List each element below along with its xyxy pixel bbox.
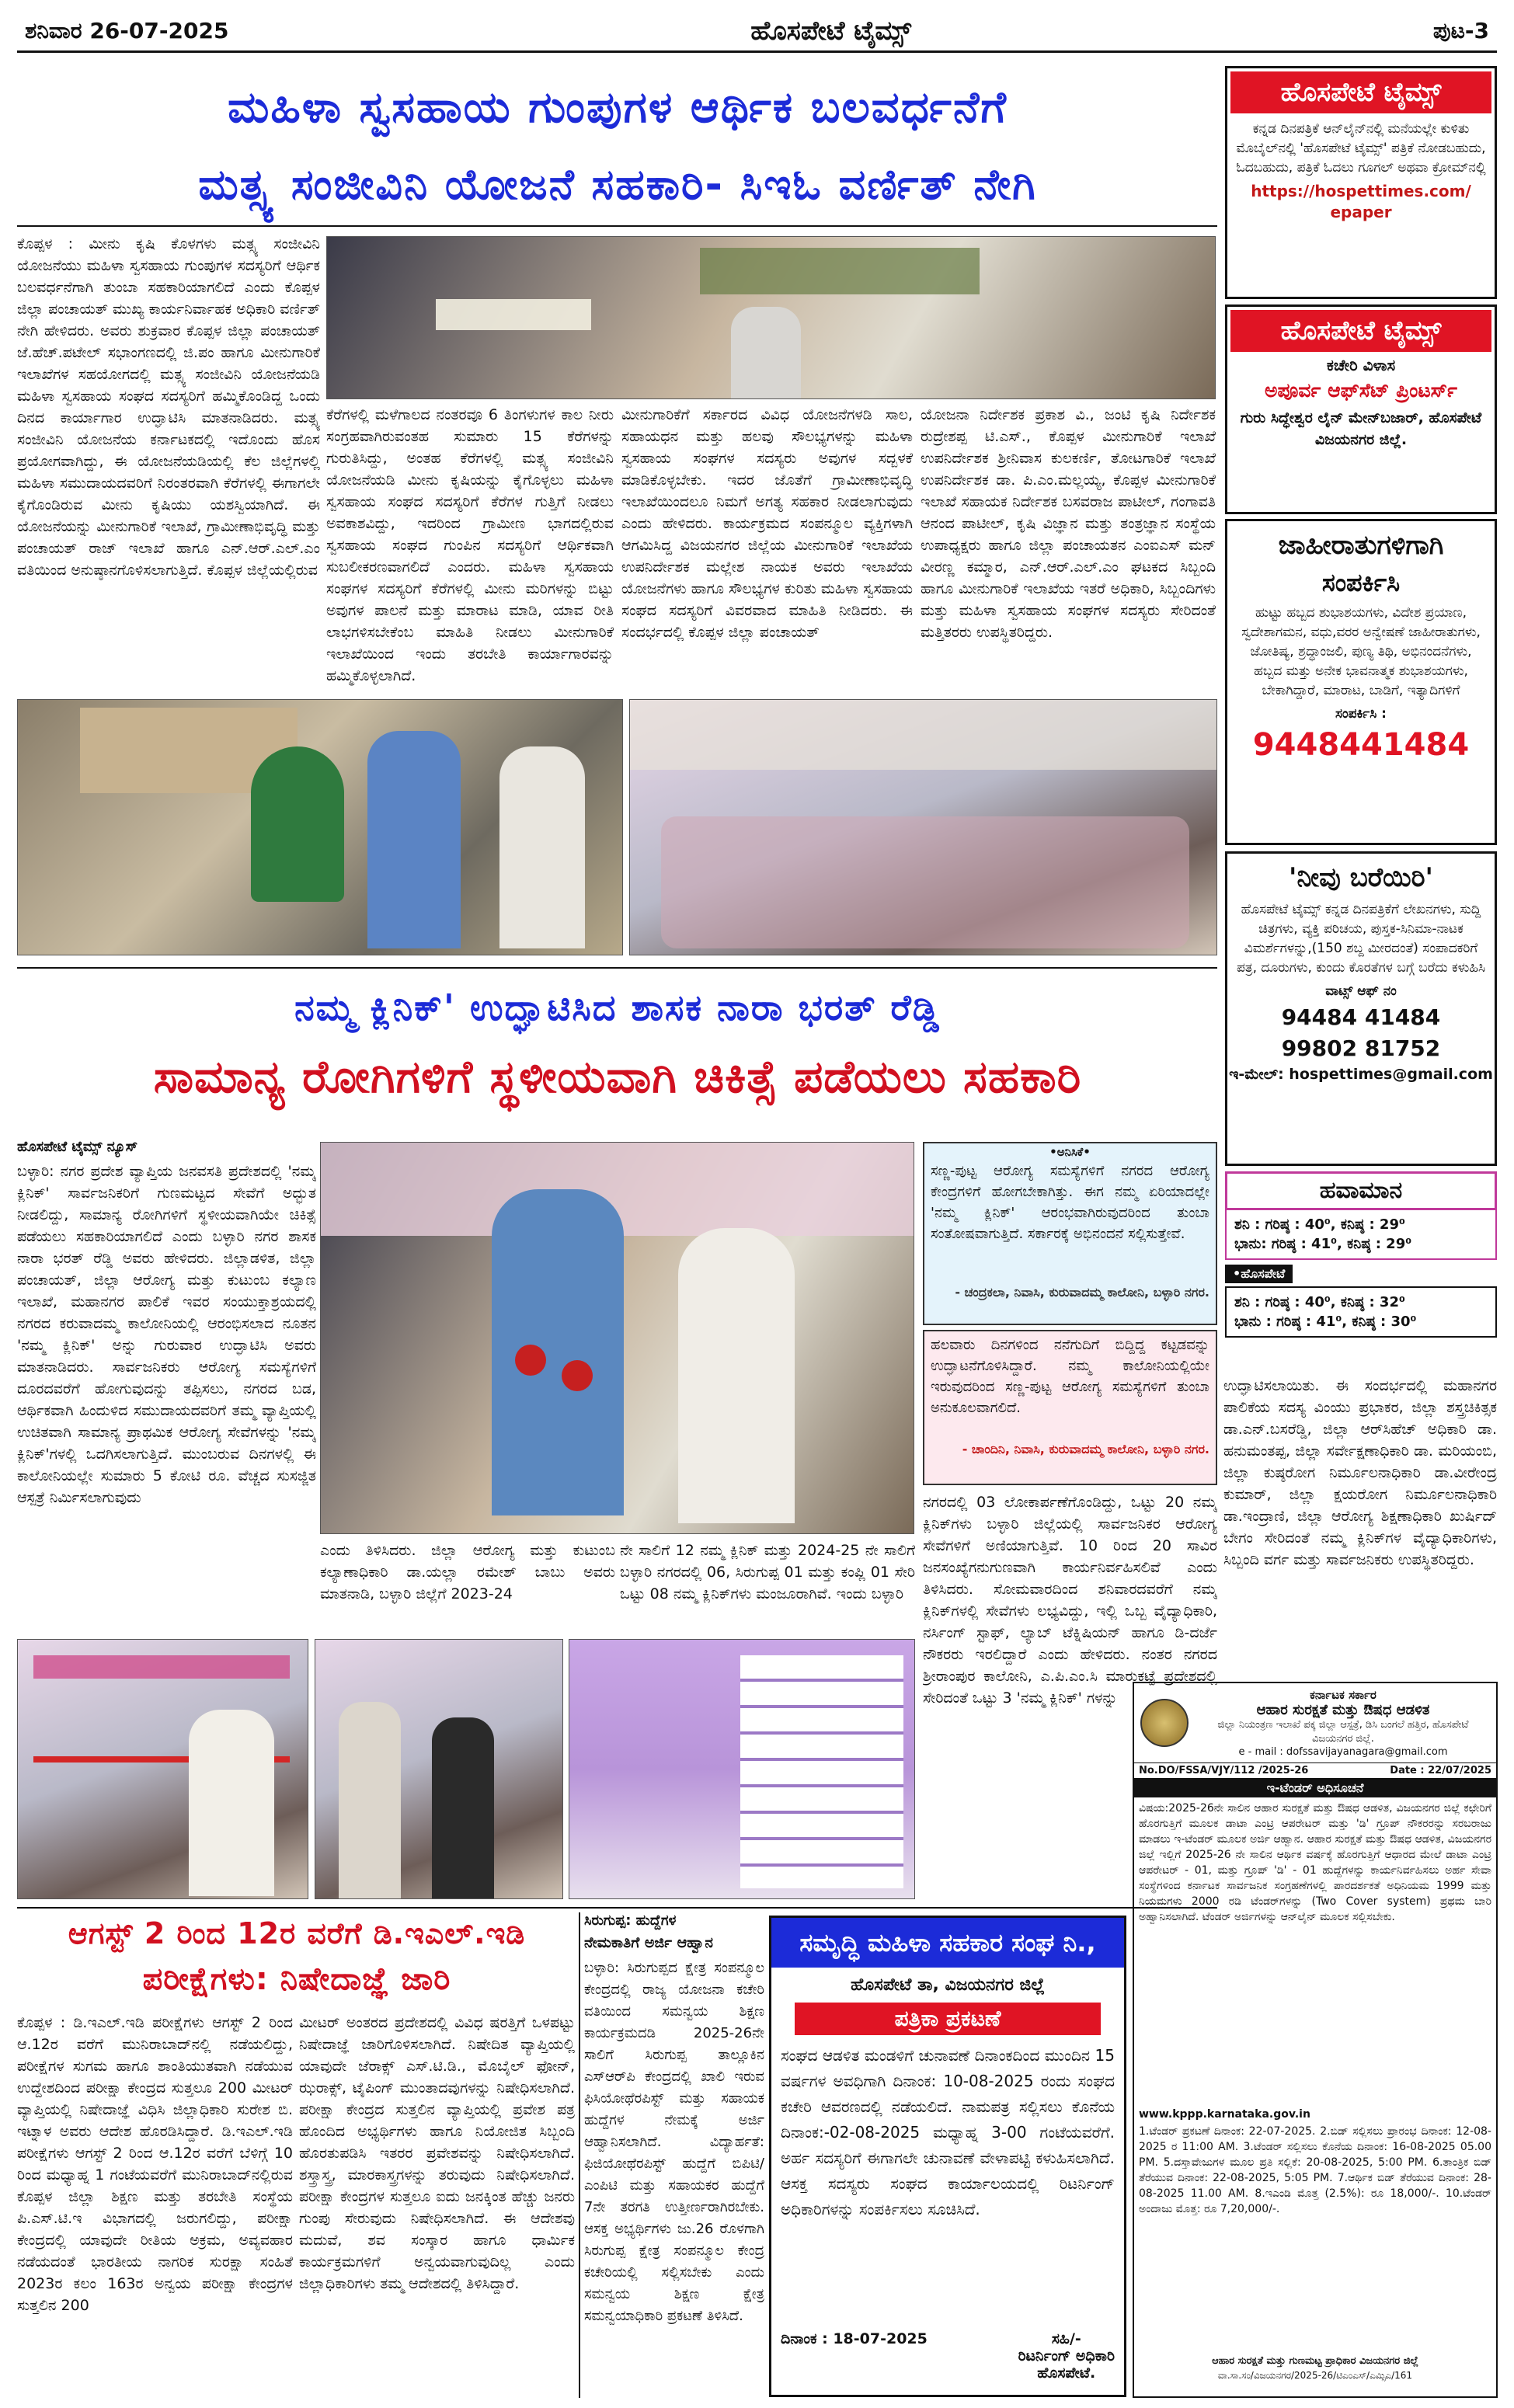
sidebar-ads-title-2: ಸಂಪರ್ಕಿಸಿ — [1321, 568, 1401, 597]
story2-column5: ಉದ್ಘಾಟಿಸಲಾಯಿತು. ಈ ಸಂದರ್ಭದಲ್ಲಿ ಮಹಾನಗರ ಪಾಲಿಕೆಯ ಸದಸ್ಯ ವಿಂಯು ಪ್ರಭಾಕರ, ಜಿಲ್ಲಾ ಶಸ್ತ್ರಚಿಕಿತ್ಸಕ ಡಾ.ಎನ್.ಬಸರೆಡ್ಡಿ, ಜಿಲ್ಲಾ ಆರ್‌ಸಿಹೆಚ್ ಅಧಿಕಾರಿ ಡಾ. ಹನುಮಂತಪ್ಪ, ಜಿಲ್ಲಾ ಸರ್ವೇಕ್ಷಣಾಧಿಕಾರಿ ಡಾ. ಮರಿಯಂಬಿ, ಜಿಲ್ಲಾ ಕುಷ್ಠರೋಗ ನಿರ್ಮೂಲನಾಧಿಕಾರಿ ಡಾ.ವೀರೇಂದ್ರ ಕುಮಾರ್, ಜಿಲ್ಲಾ ಕ್ಷಯರೋಗ ನಿರ್ಮೂಲನಾಧಿಕಾರಿ ಡಾ.ಇಂದ್ರಾಣಿ, ಜಿಲ್ಲಾ ಆರೋಗ್ಯ ಶಿಕ್ಷಣಾಧಿಕಾರಿ ಖುರ್ಷಿದ್ ಬೇಗಂ ಸೇರಿದಂತೆ ನಮ್ಮ ಕ್ಲಿನಿಕ್‌ಗಳ ವೈದ್ಯಾಧಿಕಾರಿಗಳು, ಸಿಬ್ಬಂದಿ ವರ್ಗ ಮತ್ತು ಸಾರ್ವಜನಿಕರು ಉಪಸ್ಥಿತರಿದ್ದರು. — [1223, 1377, 1497, 1568]
story1-headline1: ಮಹಿಳಾ ಸ್ವಸಹಾಯ ಗುಂಪುಗಳ ಆರ್ಥಿಕ ಬಲವರ್ಧನೆಗೆ — [228, 82, 1008, 133]
divider — [17, 225, 1217, 227]
sidebar-email-label: ಇ-ಮೇಲ್: — [1229, 1066, 1284, 1083]
divider — [17, 1907, 1217, 1909]
sidebar-online-text: ಕನ್ನಡ ದಿನಪತ್ರಿಕೆ ಆನ್‌ಲೈನ್‌ನಲ್ಲಿ ಮನೆಯಲ್ಲೇ ಕುಳಿತು ಮೊಬೈಲ್‌ನಲ್ಲಿ 'ಹೊಸಪೇಟೆ ಟೈಮ್ಸ್' ಪತ್ರಿಕೆ ನೋಡಬಹುದು, ಓದಬಹುದು, ಪತ್ರಿಕೆ ಓದಲು ಗೂಗಲ್ ಅಥವಾ ಕ್ರೋಮ್‌ನಲ್ಲಿ — [1236, 121, 1486, 176]
sidebar-phone-1[interactable]: 94484 41484 — [1281, 1004, 1441, 1030]
tender-bar: ಇ-ಟೆಂಡರ್ ಅಧಿಸೂಚನೆ — [1134, 1779, 1496, 1797]
tender-body: ವಿಷಯ:2025-26ನೇ ಸಾಲಿನ ಆಹಾರ ಸುರಕ್ಷತೆ ಮತ್ತು ಔಷಧ ಆಡಳಿತ, ವಿಜಯನಗರ ಜಿಲ್ಲೆ ಕಛೇರಿಗೆ ಹೊರಗುತ್ತಿಗೆ ಮೂಲಕ ಡಾಟಾ ಎಂಟ್ರಿ ಆಪರೇಟರ್ ಮತ್ತು 'ಡಿ' ಗ್ರೂಪ್ ನೌಕರರನ್ನು ಸರಬರಾಜು ಮಾಡಲು ಇ-ಟೆಂಡರ್ ಮೂಲಕ ಅರ್ಜಿ ಆಹ್ವಾನ. ಆಹಾರ ಸುರಕ್ಷತೆ ಮತ್ತು ಔಷಧ ಆಡಳಿತ, ವಿಜಯನಗರ ಜಿಲ್ಲೆ ಇಲ್ಲಿಗೆ 2025-26 ನೇ ಸಾಲಿನ ಆರ್ಥಿಕ ವರ್ಷಕ್ಕೆ ಹೊರಗುತ್ತಿಗೆ ಆಧಾರದ ಮೇಲೆ ಡಾಟಾ ಎಂಟ್ರಿ ಆಪರೇಟರ್ - 01, ಮತ್ತು ಗ್ರೂಪ್ 'ಡಿ' - 01 ಹುದ್ದೆಗಳನ್ನು ಕಾರ್ಯನಿರ್ವಹಿಸಲು ಅರ್ಹ ಸೇವಾ ಸಂಸ್ಥೆಗಳಿಂದ ಕರ್ನಾಟಕ ಸಾರ್ವಜನಿಕ ಸಂಗ್ರಹಣೆಗಳಲ್ಲಿ ಪಾರದರ್ಶಕತೆ ಅಧಿನಿಯಮ 1999 ಮತ್ತು ನಿಯಮಗಳು 2000 ರಡಿ ಟೆಂಡರ್‌ಗಳನ್ನು (Two Cover system) ಪ್ರಥಮ ಬಾರಿ ಅಹ್ವಾನಿಸಲಾಗಿದೆ. ಟೆಂಡರ್ ಅರ್ಜಿಗಳನ್ನು ಆನ್‌ಲೈನ್ ಮೂಲಕ ಸಲ್ಲಿಸಬೇಕು. — [1139, 1802, 1491, 1923]
weather-row-3: ಶನಿ : ಗರಿಷ್ಠ : 40⁰, ಕನಿಷ್ಠ : 32⁰ — [1234, 1294, 1405, 1310]
story1-photo-plant — [17, 699, 623, 955]
masthead-page-number: ಪುಟ-3 — [1432, 17, 1489, 43]
sidebar-epaper[interactable]: epaper — [1330, 203, 1392, 221]
weather-hospet-label: •ಹೊಸಪೇಟೆ — [1225, 1265, 1293, 1283]
sidebar-url[interactable]: https://hospettimes.com/ — [1251, 182, 1471, 200]
tender-ref: No.DO/FSSA/VJY/112 /2025-26 — [1139, 1765, 1309, 1776]
story4-body: ಬಳ್ಳಾರಿ: ಸಿರುಗುಪ್ಪದ ಕ್ಷೇತ್ರ ಸಂಪನ್ಮೂಲ ಕೇಂದ್ರದಲ್ಲಿ ರಾಜ್ಯ ಯೋಜನಾ ಕಚೇರಿ ವತಿಯಿಂದ ಸಮನ್ವಯ ಶಿಕ್ಷಣ ಕಾರ್ಯಕ್ರಮದಡಿ 2025-26ನೇ ಸಾಲಿಗೆ ಸಿರುಗುಪ್ಪ ತಾಲ್ಲೂಕಿನ ಎಸ್‌ಆರ್‌ಪಿ ಕೇಂದ್ರದಲ್ಲಿ ಖಾಲಿ ಇರುವ ಫಿಸಿಯೋಥೆರಪಿಸ್ಟ್ ಮತ್ತು ಸಹಾಯಕ ಹುದ್ದೆಗಳ ನೇಮಕ್ಕೆ ಅರ್ಜಿ ಆಹ್ವಾನಿಸಲಾಗಿದೆ. ವಿದ್ಯಾರ್ಹತೆ: ಫಿಜಿಯೋಥೆರಪಿಸ್ಟ್ ಹುದ್ದೆಗೆ ಬಿಪಿಟಿ/ಎಂಪಿಟಿ ಮತ್ತು ಸಹಾಯಕರ ಹುದ್ದೆಗೆ 7ನೇ ತರಗತಿ ಉತ್ತೀರ್ಣರಾಗಿರಬೇಕು. ಆಸಕ್ತ ಅಭ್ಯರ್ಥಿಗಳು ಜು.26 ರೊಳಗಾಗಿ ಸಿರುಗುಪ್ಪ ಕ್ಷೇತ್ರ ಸಂಪನ್ಮೂಲ ಕೇಂದ್ರ ಕಚೇರಿಯಲ್ಲಿ ಸಲ್ಲಿಸಬೇಕು ಎಂದು ಸಮನ್ವಯ ಶಿಕ್ಷಣ ಕ್ಷೇತ್ರ ಸಮನ್ವಯಾಧಿಕಾರಿ ಪ್ರಕಟಣೆ ತಿಳಿಸಿದೆ. — [584, 1960, 764, 2324]
story2-photo-press — [320, 1142, 914, 1534]
story3-headline2: ಪರೀಕ್ಷೆಗಳು: ನಿಷೇದಾಜ್ಞೆ ಜಾರಿ — [142, 1961, 451, 1997]
opinion-text-2: ಹಲವಾರು ದಿನಗಳಿಂದ ನನೆಗುದಿಗೆ ಬಿದ್ದಿದ್ದ ಕಟ್ಟಡವನ್ನು ಉದ್ಘಾಟನೆಗೊಳಿಸಿದ್ದಾರೆ. ನಮ್ಮ ಕಾಲೋನಿಯಲ್ಲಿಯೇ ಇರುವುದರಿಂದ ಸಣ್ಣ-ಪುಟ್ಟ ಆರೋಗ್ಯ ಸಮಸ್ಯೆಗಳಿಗೆ ತುಂಬಾ ಅನುಕೂಲವಾಗಲಿದೆ. — [931, 1337, 1209, 1416]
divider — [579, 1912, 580, 2398]
notice-box — [769, 1916, 1126, 2397]
sidebar-writers-box — [1225, 851, 1497, 1166]
tender-email: e - mail : dofssavijayanagara@gmail.com — [1238, 1746, 1448, 1758]
sidebar-ads-title: ಜಾಹೀರಾತುಗಳಿಗಾಗಿ — [1278, 530, 1444, 561]
divider — [17, 967, 1217, 969]
story1-column1: ಕೊಪ್ಪಳ : ಮೀನು ಕೃಷಿ ಕೊಳಗಳು ಮತ್ಸ್ಯ ಸಂಜೀವಿನಿ ಯೋಜನೆಯು ಮಹಿಳಾ ಸ್ವಸಹಾಯ ಗುಂಪುಗಳ ಸದಸ್ಯರಿಗೆ ಆರ್ಥಿಕ ಬಲವರ್ಧನೆಗಾಗಿ ತುಂಬಾ ಸಹಕಾರಿಯಾಗಲಿದೆ ಎಂದು ಕೊಪ್ಪಳ ಜಿಲ್ಲಾ ಪಂಚಾಯತ್ ಮುಖ್ಯ ಕಾರ್ಯನಿರ್ವಾಹಕ ಅಧಿಕಾರಿ ವರ್ಣಿತ್ ನೇಗಿ ಹೇಳಿದರು. ಅವರು ಶುಕ್ರವಾರ ಕೊಪ್ಪಳ ಜಿಲ್ಲಾ ಪಂಚಾಯತ್ ಜೆ.ಹೆಚ್.ಪಟೇಲ್ ಸಭಾಂಗಣದಲ್ಲಿ ಜಿ.ಪಂ ಹಾಗೂ ಮೀನುಗಾರಿಕೆ ಇಲಾಖೆಗಳ ಸಹಯೋಗದಲ್ಲಿ ಮತ್ಸ್ಯ ಸಂಜೀವಿನಿ ಯೋಜನೆಯಡಿ ಮಹಿಳಾ ಸ್ವಸಹಾಯ ಸಂಘದ ಸದಸ್ಯರಿಗೆ ಹಮ್ಮಿಕೊಂಡಿದ್ದ ಒಂದು ದಿನದ ಕಾರ್ಯಾಗಾರ ಉದ್ಘಾಟಿಸಿ ಮಾತನಾಡಿದರು. ಮತ್ಸ್ಯ ಸಂಜೀವಿನಿ ಯೋಜನೆಯ ಕರ್ನಾಟಕದಲ್ಲಿ ಇದೊಂದು ಹೊಸ ಪ್ರಯೋಗವಾಗಿದ್ದು, ಈ ಯೋಜನೆಯಡಿಯಲ್ಲಿ ಕೆಲ ಜಿಲ್ಲೆಗಳಲ್ಲಿ ಮಹಿಳಾ ಸಮುದಾಯದವರಿಗೆ ನಿರಂತರವಾಗಿ ಕೆರೆಗಳಲ್ಲಿ ಈಗಾಗಲೇ ಕೈಗೊಂಡಿರುವ ಮೀನು ಕೃಷಿಯು ಯಶಸ್ವಿಯಾಗಿದೆ. ಈ ಯೋಜನೆಯನ್ನು ಮೀನುಗಾರಿಕೆ ಇಲಾಖೆ, ಗ್ರಾಮೀಣಾಭಿವೃದ್ಧಿ ಮತ್ತು ಪಂಚಾಯತ್ ರಾಜ್ ಇಲಾಖೆ ಹಾಗೂ ಎನ್.ಆರ್.ಎಲ್.ಎಂ ವತಿಯಿಂದ ಅನುಷ್ಠಾನಗೊಳಿಸಲಾಗುತ್ತಿದೆ. ಕೊಪ್ಪಳ ಜಿಲ್ಲೆಯಲ್ಲಿರುವ — [17, 235, 320, 579]
notice-body: ಸಂಘದ ಆಡಳಿತ ಮಂಡಳಿಗೆ ಚುನಾವಣೆ ದಿನಾಂಕದಿಂದ ಮುಂದಿನ 15 ವರ್ಷಗಳ ಅವಧಿಗಾಗಿ ದಿನಾಂಕ: 10-08-2025 ರಂದು ಸಂಘದ ಕಚೇರಿ ಆವರಣದಲ್ಲಿ ನಡೆಯಲಿದೆ. ನಾಮಪತ್ರ ಸಲ್ಲಿಸಲು ಕೊನೆಯ ದಿನಾಂಕ:-02-08-2025 ಮಧ್ಯಾಹ್ನ 3-00 ಗಂಟೆಯವರೆಗೆ. ಅರ್ಹ ಸದಸ್ಯರಿಗೆ ಈಗಾಗಲೇ ಚುನಾವಣೆ ವೇಳಾಪಟ್ಟಿ ಕಳುಹಿಸಲಾಗಿದೆ. ಆಸಕ್ತ ಸದಸ್ಯರು ಸಂಘದ ಕಾರ್ಯಾಲಯದಲ್ಲಿ ರಿಟರ್ನಿಂಗ್ ಅಧಿಕಾರಿಗಳನ್ನು ಸಂಪರ್ಕಿಸಲು ಸೂಚಿಸಿದೆ. — [781, 2046, 1115, 2218]
sidebar-ads-text: ಹುಟ್ಟು ಹಬ್ಬದ ಶುಭಾಶಯಗಳು, ವಿದೇಶ ಪ್ರಯಾಣ, ಸ್ವದೇಶಾಗಮನ, ವಧು,ವರರ ಅನ್ವೇಷಣೆ ಜಾಹೀರಾತುಗಳು, ಜೋತಿಷ್ಯ, ಶ್ರದ್ಧಾಂಜಲಿ, ಪುಣ್ಯ ತಿಥಿ, ಅಭಿನಂದನೆಗಳು, ಹಬ್ಬದ ಮತ್ತು ಅನೇಕ ಭಾವನಾತ್ಮಕ ಶುಭಾಶಯಗಳು, ಬೇಕಾಗಿದ್ದಾರೆ, ಮಾರಾಟ, ಬಾಡಿಗೆ, ಇತ್ಯಾದಿಗಳಿಗೆ — [1241, 605, 1481, 698]
sidebar-office-box — [1225, 304, 1497, 514]
tender-gov: ಕರ್ನಾಟಕ ಸರ್ಕಾರ — [1310, 1688, 1377, 1702]
weather-title: ಹವಾಮಾನ — [1225, 1171, 1497, 1210]
sidebar-brand: ಹೊಸಪೇಟೆ ಟೈಮ್ಸ್ — [1230, 71, 1491, 113]
sidebar-address: ಗುರು ಸಿದ್ಧೇಶ್ವರ ಲೈನ್ ಮೇನ್‌ಬಜಾರ್, ಹೊಸಪೇಟೆ ವಿಜಯನಗರ ಜಿಲ್ಲೆ. — [1240, 409, 1482, 448]
story2-photo-ribbon — [17, 1639, 308, 1899]
story3-column2: ಮೀಟರ್ ಅಂತರದ ಪ್ರದೇಶದಲ್ಲಿ ವಿವಿಧ ಷರತ್ತಿಗೆ ಒಳಪಟ್ಟು ನಿಷೇದಾಜ್ಞೆ ಜಾರಿಗೊಳಿಸಲಾಗಿದೆ. ನಿಷೇದಿತ ವ್ಯಾಪ್ತಿಯಲ್ಲಿ ಯಾವುದೇ ಜೆರಾಕ್ಸ್ ಎಸ್.ಟಿ.ಡಿ., ಮೊಬೈಲ್ ಫೋನ್, ಝರಾಕ್ಸ್, ಟೈಪಿಂಗ್ ಮುಂತಾದವುಗಳನ್ನು ನಿಷೇಧಿಸಲಾಗಿದೆ. ಪರೀಕ್ಷಾ ಕೇಂದ್ರದ ಸುತ್ತಲಿನ ವ್ಯಾಪ್ತಿಯಲ್ಲಿ ಪ್ರವೇಶ ಪತ್ರ ಹೊಂದಿದ ಅಭ್ಯರ್ಥಿಗಳು ಹಾಗೂ ನಿಯೋಜಿತ ಸಿಬ್ಬಂದಿ ಹೊರತುಪಡಿಸಿ ಇತರರ ಪ್ರವೇಶವನ್ನು ನಿಷೇಧಿಸಲಾಗಿದೆ. ಶಸ್ತ್ರಾಸ್ತ್ರ, ಮಾರಕಾಸ್ತ್ರಗಳನ್ನು ತರುವುದು ನಿಷೇಧಿಸಲಾಗಿದೆ. ಪರೀಕ್ಷಾ ಕೇಂದ್ರಗಳ ಸುತ್ತಲೂ ಐದು ಜನಕ್ಕಿಂತ ಹೆಚ್ಚು ಜನರು ಗುಂಪು ಸೇರುವುದು ನಿಷೇಧಿಸಲಾಗಿದೆ. ಈ ಆದೇಶವು ಮದುವೆ, ಶವ ಸಂಸ್ಕಾರ ಹಾಗೂ ಧಾರ್ಮಿಕ ಕಾರ್ಯಕ್ರಮಗಳಿಗೆ ಅನ್ವಯವಾಗುವುದಿಲ್ಲ ಎಂದು ಜಿಲ್ಲಾಧಿಕಾರಿಗಳು ತಮ್ಮ ಆದೇಶದಲ್ಲಿ ತಿಳಿಸಿದ್ದಾರೆ. — [299, 2014, 575, 2292]
story1-column2: ಕೆರೆಗಳಲ್ಲಿ ಮಳೆಗಾಲದ ನಂತರವೂ 6 ತಿಂಗಳುಗಳ ಕಾಲ ನೀರು ಸಂಗ್ರಹವಾಗಿರುವಂತಹ ಸುಮಾರು 15 ಕೆರೆಗಳನ್ನು ಗುರುತಿಸಿದ್ದು, ಅಂತಹ ಕೆರೆಗಳಲ್ಲಿ ಮತ್ಸ್ಯ ಸಂಜೀವಿನಿ ಯೋಜನೆಯಡಿ ಮೀನು ಕೃಷಿಯನ್ನು ಕೈಗೊಳ್ಳಲು ಮಹಿಳಾ ಸ್ವಸಹಾಯ ಸಂಘದ ಸದಸ್ಯರಿಗೆ ಕೆರೆಗಳ ಗುತ್ತಿಗೆ ನೀಡಲು ಅವಕಾಶವಿದ್ದು, ಇದರಿಂದ ಗ್ರಾಮೀಣ ಭಾಗದಲ್ಲಿರುವ ಸ್ವಸಹಾಯ ಸಂಘದ ಗುಂಪಿನ ಸದಸ್ಯರಿಗೆ ಆರ್ಥಿಕವಾಗಿ ಸುಬಲೀಕರಣವಾಗಲಿದೆ ಎಂದರು. ಮಹಿಳಾ ಸ್ವಸಹಾಯ ಸಂಘಗಳ ಸದಸ್ಯರಿಗೆ ಕೆರೆಗಳಲ್ಲಿ ಮೀನು ಮರಿಗಳನ್ನು ಬಿಟ್ಟು ಅವುಗಳ ಪಾಲನೆ ಮತ್ತು ಮಾರಾಟ ಮಾಡಿ, ಯಾವ ರೀತಿ ಲಾಭಗಳಿಸಬೇಕೆಂಬ ಮಾಹಿತಿ ನೀಡಲು ಮೀನುಗಾರಿಕೆ ಇಲಾಖೆಯಿಂದ ಇಂದು ತರಬೇತಿ ಕಾರ್ಯಾಗಾರವನ್ನು ಹಮ್ಮಿಕೊಳ್ಳಲಾಗಿದೆ. — [326, 406, 614, 684]
story2-headline: ಸಾಮಾನ್ಯ ರೋಗಿಗಳಿಗೆ ಸ್ಥಳೀಯವಾಗಿ ಚಿಕಿತ್ಸೆ ಪಡೆಯಲು ಸಹಕಾರಿ — [153, 1050, 1082, 1103]
weather-row-2: ಭಾನು: ಗರಿಷ್ಠ : 41⁰, ಕನಿಷ್ಠ : 29⁰ — [1234, 1236, 1412, 1252]
sidebar-ads-contact: ಸಂಪರ್ಕಿಸಿ : — [1335, 706, 1387, 722]
sidebar-printer: ಅಪೂರ್ವ ಆಫ್‌ಸೆಟ್ ಪ್ರಿಂಟರ್ಸ್ — [1264, 379, 1458, 402]
sidebar-weather — [1225, 1171, 1497, 1369]
opinion-author-1: - ಚಂದ್ರಕಲಾ, ನಿವಾಸಿ, ಕುರುವಾದಮ್ಮ ಕಾಲೋನಿ, ಬಳ್ಳಾರಿ ನಗರ. — [955, 1285, 1209, 1300]
notice-sign: ಸಹಿ/- — [1051, 2330, 1081, 2347]
story2-column2: ಎಂದು ತಿಳಿಸಿದರು. ಜಿಲ್ಲಾ ಆರೋಗ್ಯ ಮತ್ತು ಕುಟುಂಬ ಕಲ್ಯಾಣಾಧಿಕಾರಿ ಡಾ.ಯಲ್ಲಾ ರಮೇಶ್ ಬಾಬು ಅವರು ಮಾತನಾಡಿ, ಬಳ್ಳಾರಿ ಜಿಲ್ಲೆಗೆ 2023-24 — [320, 1542, 615, 1602]
sidebar-brand-2: ಹೊಸಪೇಟೆ ಟೈಮ್ಸ್ — [1230, 310, 1491, 352]
opinion-author-2: - ಚಾಂದಿನಿ, ನಿವಾಸಿ, ಕುರುವಾದಮ್ಮ ಕಾಲೋನಿ, ಬಳ್ಳಾರಿ ನಗರ. — [962, 1442, 1209, 1456]
story2-photo-pharmacy — [569, 1639, 915, 1899]
sidebar-writers-text: ಹೊಸಪೇಟೆ ಟೈಮ್ಸ್ ಕನ್ನಡ ದಿನಪತ್ರಿಕೆಗೆ ಲೇಖನಗಳು, ಸುದ್ದಿ ಚಿತ್ರಗಳು, ವ್ಯಕ್ತಿ ಪರಿಚಯ, ಪುಸ್ತಕ-ಸಿನಿಮಾ-ನಾಟಕ ವಿಮರ್ಶೆಗಳನ್ನು,(150 ಶಬ್ದ ಮೀರದಂತೆ) ಸಂಪಾದಕರಿಗೆ ಪತ್ರ, ದೂರುಗಳು, ಕುಂದು ಕೊರತೆಗಳ ಬಗ್ಗೆ ಬರೆದು ಕಳುಹಿಸಿ — [1236, 902, 1486, 976]
story1-photo-audience — [629, 699, 1217, 955]
story1-column4: ಯೋಜನಾ ನಿರ್ದೇಶಕ ಪ್ರಕಾಶ ವಿ., ಜಂಟಿ ಕೃಷಿ ನಿರ್ದೇಶಕ ರುದ್ರೇಶಪ್ಪ ಟಿ.ಎಸ್., ಕೊಪ್ಪಳ ಮೀನುಗಾರಿಕೆ ಇಲಾಖೆ ಉಪನಿರ್ದೇಶಕ ಶ್ರೀನಿವಾಸ ಕುಲಕರ್ಣಿ, ತೋಟಗಾರಿಕೆ ಇಲಾಖೆ ಉಪನಿರ್ದೇಶಕ ಡಾ. ಪಿ.ಎಂ.ಮಲ್ಲಯ್ಯ, ಕೊಪ್ಪಳ ಮೀನುಗಾರಿಕೆ ಇಲಾಖೆ ಸಹಾಯಕ ನಿರ್ದೇಶಕ ಬಸವರಾಜ ಪಾಟೀಲ್, ಗಂಗಾವತಿ ಆನಂದ ಪಾಟೀಲ್, ಕೃಷಿ ವಿಜ್ಞಾನ ಮತ್ತು ತಂತ್ರಜ್ಞಾನ ಸಂಸ್ಥೆಯ ಉಪಾಧ್ಯಕ್ಷರು ಹಾಗೂ ಜಿಲ್ಲಾ ಪಂಚಾಯತನ ಎಂಐಎಸ್ ಮನ್ ವೀರಣ್ಣ ಕಮ್ಮಾರ, ಎನ್.ಆರ್.ಎಲ್.ಎಂ ಘಟಕದ ಸಿಬ್ಬಂದಿ ಹಾಗೂ ಮೀನುಗಾರಿಕೆ ಇಲಾಖೆಯ ಇತರೆ ಅಧಿಕಾರಿ, ಸಿಬ್ಬಂದಿಗಳು ಮತ್ತು ಮಹಿಳಾ ಸ್ವಸಹಾಯ ಸಂಘಗಳ ಸದಸ್ಯರು ಸೇರಿದಂತೆ ಮತ್ತಿತರರು ಉಪಸ್ಥಿತರಿದ್ದರು. — [921, 406, 1216, 641]
story2-column4: ನಗರದಲ್ಲಿ 03 ಲೋಕಾರ್ಪಣೆಗೊಂಡಿದ್ದು, ಒಟ್ಟು 20 ನಮ್ಮ ಕ್ಲಿನಿಕ್‌ಗಳು ಬಳ್ಳಾರಿ ಜಿಲ್ಲೆಯಲ್ಲಿ ಸಾರ್ವಜನಿಕರ ಆರೋಗ್ಯ ಸೇವೆಗಳಿಗೆ ಅಣಿಯಾಗುತ್ತಿವೆ. 10 ರಿಂದ 20 ಸಾವಿರ ಜನಸಂಖ್ಯೆಗನುಗುಣವಾಗಿ ಕಾರ್ಯನಿರ್ವಹಿಸಲಿವೆ ಎಂದು ತಿಳಿಸಿದರು. ಸೋಮವಾರದಿಂದ ಶನಿವಾರದವರೆಗೆ ನಮ್ಮ ಕ್ಲಿನಿಕ್‌ಗಳಲ್ಲಿ ಸೇವೆಗಳು ಲಭ್ಯವಿದ್ದು, ಇಲ್ಲಿ ಒಬ್ಬ ವೈದ್ಯಾಧಿಕಾರಿ, ನರ್ಸಿಂಗ್ ಸ್ಟಾಫ್, ಲ್ಯಾಬ್ ಟೆಕ್ನಿಷಿಯನ್ ಹಾಗೂ ಡಿ-ದರ್ಜೆ ನೌಕರರು ಇರಲಿದ್ದಾರೆ ಎಂದು ಹೇಳಿದರು. ನಂತರ ನಗರದ ಶ್ರೀರಾಂಪುರ ಕಾಲೋನಿ, ಎ.ಪಿ.ಎಂ.ಸಿ ಮಾರುಕಟ್ಟೆ ಪ್ರದೇಶದಲ್ಲಿ ಸೇರಿದಂತೆ ಒಟ್ಟು 3 'ನಮ್ಮ ಕ್ಲಿನಿಕ್' ಗಳನ್ನು — [923, 1494, 1217, 1707]
masthead — [17, 11, 1497, 53]
notice-bar: ಪತ್ರಿಕಾ ಪ್ರಕಟಣೆ — [795, 2003, 1101, 2035]
story2-opinion-box-2 — [923, 1330, 1217, 1485]
sidebar-email[interactable]: hospettimes@gmail.com — [1289, 1066, 1493, 1083]
notice-title: ಸಮೃದ್ಧಿ ಮಹಿಳಾ ಸಹಕಾರ ಸಂಘ ನಿ., — [771, 1918, 1124, 1968]
story1-column3: ಮೀನುಗಾರಿಕೆಗೆ ಸರ್ಕಾರದ ವಿವಿಧ ಯೋಜನೆಗಳಡಿ ಸಾಲ, ಸಹಾಯಧನ ಮತ್ತು ಹಲವು ಸೌಲಭ್ಯಗಳನ್ನು ಮಹಿಳಾ ಸ್ವಸಹಾಯ ಸಂಘಗಳ ಸದಸ್ಯರು ಅವುಗಳ ಸದ್ಬಳಕೆ ಮಾಡಿಕೊಳ್ಳಬೇಕು. ಇದರ ಜೊತೆಗೆ ಗ್ರಾಮೀಣಾಭಿವೃದ್ಧಿ ಇಲಾಖೆಯಿಂದಲೂ ನಿಮಗೆ ಅಗತ್ಯ ಸಹಕಾರ ನೀಡಲಾಗುವುದು ಎಂದು ಹೇಳಿದರು. ಕಾರ್ಯಕ್ರಮದ ಸಂಪನ್ಮೂಲ ವ್ಯಕ್ತಿಗಳಾಗಿ ಆಗಮಿಸಿದ್ದ ವಿಜಯನಗರ ಜಿಲ್ಲೆಯ ಮೀನುಗಾರಿಕೆ ಇಲಾಖೆಯ ಉಪನಿರ್ದೇಶಕ ಮಲ್ಲೇಶ ನಾಯಕ ಅವರು ಇಲಾಖೆಯ ಯೋಜನೆಗಳು ಹಾಗೂ ಸೌಲಭ್ಯಗಳ ಕುರಿತು ಮಹಿಳಾ ಸ್ವಸಹಾಯ ಸಂಘದ ಸದಸ್ಯರಿಗೆ ವಿವರವಾದ ಮಾಹಿತಿ ನೀಡಿದರು. ಈ ಸಂದರ್ಭದಲ್ಲಿ ಕೊಪ್ಪಳ ಜಿಲ್ಲಾ ಪಂಚಾಯತ್ — [621, 406, 913, 641]
story1-photo-stage — [326, 236, 1216, 399]
tender-schedule: 1.ಟೆಂಡರ್ ಪ್ರಕಟಣೆ ದಿನಾಂಕ: 22-07-2025. 2.ಬಿಡ್ ಸಲ್ಲಿಸಲು ಪ್ರಾರಂಭ ದಿನಾಂಕ: 12-08-2025 ರ 11:00 AM. 3.ಟೆಂಡರ್ ಸಲ್ಲಿಸಲು ಕೊನೆಯ ದಿನಾಂಕ: 16-08-2025 05.00 PM. 5.ದಸ್ತಾವೇಜುಗಳ ಮೂಲ ಪ್ರತಿ ಸಲ್ಲಿಕೆ: 20-08-2025, 5:00 PM. 6.ತಾಂತ್ರಿಕ ಬಿಡ್ ತೆರೆಯುವ ದಿನಾಂಕ: 22-08-2025, 5:05 PM. 7.ಆರ್ಥಿಕ ಬಿಡ್ ತೆರೆಯುವ ದಿನಾಂಕ: 28-08-2025 11.00 AM. 8.ಇಎಂಡಿ ಮೊತ್ತ (2.5%): ರೂ 18,000/-. 10.ಟೆಂಡರ್ ಅಂದಾಜು ಮೊತ್ತ: ರೂ 7,20,000/-. — [1139, 2125, 1491, 2215]
notice-date: ದಿನಾಂಕ : 18-07-2025 — [781, 2330, 928, 2347]
story3-headline1: ಆಗಸ್ಟ್ 2 ರಿಂದ 12ರ ವರೆಗೆ ಡಿ.ಇಎಲ್.ಇಡಿ — [68, 1916, 526, 1950]
weather-row-4: ಭಾನು : ಗರಿಷ್ಠ : 41⁰, ಕನಿಷ್ಠ : 30⁰ — [1234, 1314, 1417, 1330]
sidebar-ads-phone[interactable]: 9448441484 — [1252, 727, 1470, 763]
emblem-icon — [1140, 1699, 1189, 1747]
story3-column1: ಕೊಪ್ಪಳ : ಡಿ.ಇಎಲ್.ಇಡಿ ಪರೀಕ್ಷೆಗಳು ಆಗಸ್ಟ್ 2 ರಿಂದ ಆ.12ರ ವರೆಗೆ ಮುನಿರಾಬಾದ್‌ನಲ್ಲಿ ನಡೆಯಲಿದ್ದು, ಪರೀಕ್ಷೆಗಳ ಸುಗಮ ಹಾಗೂ ಶಾಂತಿಯುತವಾಗಿ ನಡೆಯುವ ಉದ್ದೇಶದಿಂದ ಪರೀಕ್ಷಾ ಕೇಂದ್ರದ ಸುತ್ತಲೂ 200 ಮೀಟರ್ ವ್ಯಾಪ್ತಿಯಲ್ಲಿ ನಿಷೇದಾಜ್ಞೆ ವಿಧಿಸಿ ಜಿಲ್ಲಾಧಿಕಾರಿ ಸುರೇಶ ಬಿ. ಇಟ್ನಾಳ ಅವರು ಆದೇಶ ಹೊರಡಿಸಿದ್ದಾರೆ. ಡಿ.ಇಎಲ್.ಇಡಿ ಪರೀಕ್ಷೆಗಳು ಆಗಸ್ಟ್ 2 ರಿಂದ ಆ.12ರ ವರೆಗೆ ಬೆಳಿಗ್ಗೆ 10 ರಿಂದ ಮಧ್ಯಾಹ್ನ 1 ಗಂಟೆಯವರೆಗೆ ಮುನಿರಾಬಾದ್‌ನಲ್ಲಿರುವ ಕೊಪ್ಪಳ ಜಿಲ್ಲಾ ಶಿಕ್ಷಣ ಮತ್ತು ತರಬೇತಿ ಸಂಸ್ಥೆಯ ಪಿ.ಎಸ್.ಟಿ.ಇ ವಿಭಾಗದಲ್ಲಿ ಜರುಗಲಿದ್ದು, ಪರೀಕ್ಷಾ ಕೇಂದ್ರದಲ್ಲಿ ಯಾವುದೇ ರೀತಿಯ ಅಕ್ರಮ, ಅವ್ಯವಹಾರ ನಡೆಯದಂತೆ ಭಾರತೀಯ ನಾಗರಿಕ ಸುರಕ್ಷಾ ಸಂಹಿತೆ 2023ರ ಕಲಂ 163ರ ಅನ್ವಯ ಪರೀಕ್ಷಾ ಕೇಂದ್ರಗಳ ಸುತ್ತಲಿನ 200 — [17, 2014, 293, 2314]
masthead-date: ಶನಿವಾರ 26-07-2025 — [25, 17, 229, 43]
sidebar-phone-2[interactable]: 99802 81752 — [1281, 1035, 1441, 1061]
opinion-title: •ಅನಿಸಿಕೆ• — [1049, 1145, 1091, 1159]
story4-place: ಸಿರುಗುಪ್ಪ: ಹುದ್ದೆಗಳ — [584, 1912, 677, 1929]
tender-office: ಜಿಲ್ಲಾ ನಿಯಂತ್ರಣ ಇಲಾಖೆ ಪಕ್ಕ ಜಿಲ್ಲಾ ಆಸ್ಪತ್ರೆ, ಡಿಸಿ ಬಂಗಲೆ ಹತ್ತಿರ, ಹೊಸಪೇಟೆ ವಿಜಯನಗರ ಜಿಲ್ಲೆ. — [1217, 1719, 1469, 1745]
sidebar-whatsapp-label: ವಾಟ್ಸ್ ಆಫ್ ನಂ — [1325, 983, 1397, 999]
weather-row-1: ಶನಿ : ಗರಿಷ್ಠ : 40⁰, ಕನಿಷ್ಠ : 29⁰ — [1234, 1216, 1405, 1233]
tender-footer: ಆಹಾರ ಸುರಕ್ಷತೆ ಮತ್ತು ಗುಣಮಟ್ಟ ಪ್ರಾಧಿಕಾರ ವಿಜಯನಗರ ಜಿಲ್ಲೆ — [1212, 2355, 1418, 2367]
story4-title: ನೇಮಕಾತಿಗೆ ಅರ್ಜಿ ಆಹ್ವಾನ — [584, 1934, 713, 1951]
sidebar-ads-box — [1225, 519, 1497, 845]
notice-sign-place: ಹೊಸಪೇಟೆ. — [1037, 2365, 1096, 2382]
notice-sign-role: ರಿಟರ್ನಿಂಗ್ ಅಧಿಕಾರಿ — [1018, 2347, 1115, 2365]
masthead-paper-name: ಹೊಸಪೇಟೆ ಟೈಮ್ಸ್ — [750, 15, 912, 47]
story2-column1: ಬಳ್ಳಾರಿ: ನಗರ ಪ್ರದೇಶ ವ್ಯಾಪ್ತಿಯ ಜನವಸತಿ ಪ್ರದೇಶದಲ್ಲಿ 'ನಮ್ಮ ಕ್ಲಿನಿಕ್' ಸಾರ್ವಜನಿಕರಿಗೆ ಗುಣಮಟ್ಟದ ಸೇವೆಗೆ ಅದ್ಭುತ ನೀಡಲಿದ್ದು, ಸಾಮಾನ್ಯ ರೋಗಿಗಳಿಗೆ ಸ್ಥಳೀಯವಾಗಿಯೇ ಚಿಕಿತ್ಸೆ ಪಡೆಯಲು ಸಹಕಾರಿಯಾಗಲಿದೆ ಎಂದು ಬಳ್ಳಾರಿ ನಗರ ಶಾಸಕ ನಾರಾ ಭರತ್ ರೆಡ್ಡಿ ಅವರು ಹೇಳಿದರು. ಜಿಲ್ಲಾಡಳಿತ, ಜಿಲ್ಲಾ ಪಂಚಾಯತ್, ಜಿಲ್ಲಾ ಆರೋಗ್ಯ ಮತ್ತು ಕುಟುಂಬ ಕಲ್ಯಾಣ ಇಲಾಖೆ, ಮಹಾನಗರ ಪಾಲಿಕೆ ಇವರ ಸಂಯುಕ್ತಾಶ್ರಯದಲ್ಲಿ ನಗರದ ಕರುವಾದಮ್ಮ ಕಾಲೋನಿಯಲ್ಲಿ ಆರಂಭಿಸಲಾದ ನೂತನ 'ನಮ್ಮ ಕ್ಲಿನಿಕ್' ಅನ್ನು ಗುರುವಾರ ಉದ್ಘಾಟಿಸಿ ಅವರು ಮಾತನಾಡಿದರು. ಸಾರ್ವಜನಿಕರು ಆರೋಗ್ಯ ಸಮಸ್ಯೆಗಳಿಗೆ ದೂರದವರೆಗೆ ಹೋಗುವುದನ್ನು ತಪ್ಪಿಸಲು, ನಗರದ ಬಡ, ಆರ್ಥಿಕವಾಗಿ ಹಿಂದುಳಿದ ಸಮುದಾಯದವರಿಗೆ ತಮ್ಮ ವ್ಯಾಪ್ತಿಯಲ್ಲಿ ಉಚಿತವಾಗಿ ಸಾಮಾನ್ಯ ಪ್ರಾಥಮಿಕ ಆರೋಗ್ಯ ಸೇವೆಗಳನ್ನು 'ನಮ್ಮ ಕ್ಲಿನಿಕ್'ಗಳಲ್ಲಿ ಒದಗಿಸಲಾಗುತ್ತಿದೆ. ಮುಂಬರುವ ದಿನಗಳಲ್ಲಿ ಈ ಕಾಲೋನಿಯಲ್ಲೇ ಸುಮಾರು 5 ಕೋಟಿ ರೂ. ವೆಚ್ಚದ ಸುಸಜ್ಜಿತ ಆಸ್ಪತ್ರೆ ನಿರ್ಮಿಸಲಾಗುವುದು — [17, 1163, 316, 1506]
sidebar-writers-title: 'ನೀವು ಬರೆಯಿರಿ' — [1289, 862, 1433, 893]
tender-dept: ಆಹಾರ ಸುರಕ್ಷತೆ ಮತ್ತು ಔಷಧ ಆಡಳಿತ — [1256, 1702, 1430, 1718]
story1-headline2: ಮತ್ಸ್ಯ ಸಂಜೀವಿನಿ ಯೋಜನೆ ಸಹಕಾರಿ- ಸಿಇಓ ವರ್ಣಿತ್ ನೇಗಿ — [198, 160, 1037, 209]
tender-date: Date : 22/07/2025 — [1390, 1765, 1491, 1776]
sidebar-office-label: ಕಚೇರಿ ವಿಳಾಸ — [1326, 356, 1396, 374]
opinion-text-1: ಸಣ್ಣ-ಪುಟ್ಟ ಆರೋಗ್ಯ ಸಮಸ್ಯೆಗಳಿಗೆ ನಗರದ ಆರೋಗ್ಯ ಕೇಂದ್ರಗಳಿಗೆ ಹೋಗಬೇಕಾಗಿತ್ತು. ಈಗ ನಮ್ಮ ಏರಿಯಾದಲ್ಲೇ 'ನಮ್ಮ ಕ್ಲಿನಿಕ್' ಆರಂಭವಾಗಿರುವುದರಿಂದ ತುಂಬಾ ಸಂತೋಷವಾಗುತ್ತಿದೆ. ಸರ್ಕಾರಕ್ಕೆ ಅಭಿನಂದನೆ ಸಲ್ಲಿಸುತ್ತೇವೆ. — [931, 1163, 1209, 1242]
story2-byline: ಹೊಸಪೇಟೆ ಟೈಮ್ಸ್ ನ್ಯೂಸ್ — [17, 1139, 138, 1155]
tender-url[interactable]: www.kppp.karnataka.gov.in — [1139, 2108, 1310, 2121]
story2-column3: ನೇ ಸಾಲಿಗೆ 12 ನಮ್ಮ ಕ್ಲಿನಿಕ್ ಮತ್ತು 2024-25 ನೇ ಸಾಲಿಗೆ ಬಳ್ಳಾರಿ ನಗರದಲ್ಲಿ 06, ಸಿರುಗುಪ್ಪ 01 ಮತ್ತು ಕಂಪ್ಲಿ 01 ಸೇರಿ ಒಟ್ಟು 08 ನಮ್ಮ ಕ್ಲಿನಿಕ್‌ಗಳು ಮಂಜೂರಾಗಿವೆ. ಇಂದು ಬಳ್ಳಾರಿ — [620, 1542, 915, 1602]
sidebar-online-box — [1225, 66, 1497, 299]
tender-notice — [1133, 1682, 1498, 2398]
tender-footer-ref: ವಾ.ಸಾ.ಸಂ/ವಿಜಯನಗರ/2025-26/ಟಿಎಂಎಸ್/ಎಮ್ಸಿಎ/161 — [1217, 2370, 1413, 2381]
story2-photo-doctors — [315, 1639, 563, 1899]
story2-subhead: ನಮ್ಮ ಕ್ಲಿನಿಕ್' ಉದ್ಘಾಟಿಸಿದ ಶಾಸಕ ನಾರಾ ಭರತ್ ರೆಡ್ಡಿ — [294, 987, 941, 1028]
notice-place: ಹೊಸಪೇಟೆ ತಾ, ವಿಜಯನಗರ ಜಿಲ್ಲೆ — [850, 1975, 1046, 1995]
story2-opinion-box — [923, 1142, 1217, 1325]
